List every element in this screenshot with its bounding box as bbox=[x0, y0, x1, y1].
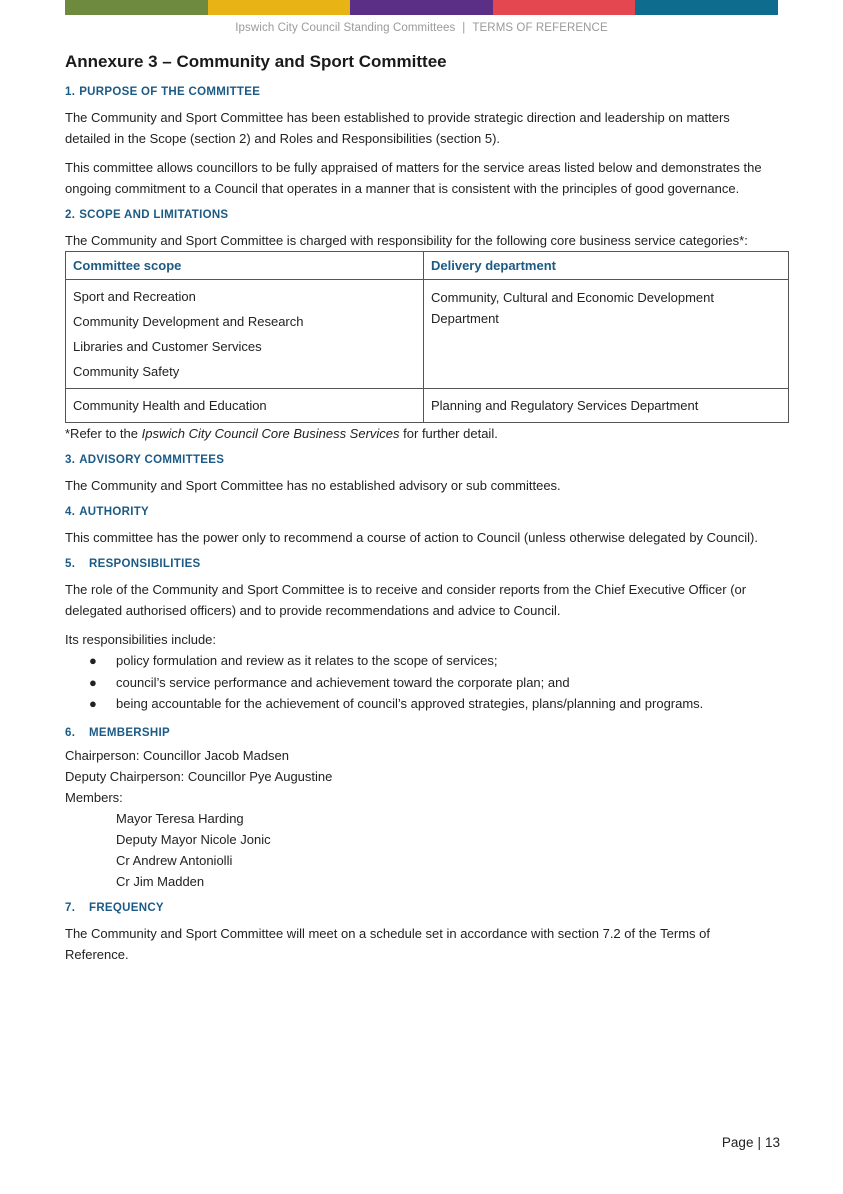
scope-item: Community Health and Education bbox=[73, 398, 267, 413]
list-item-text: council’s service performance and achievement toward the corporate plan; and bbox=[116, 674, 570, 690]
section-heading-text: MEMBERSHIP bbox=[89, 726, 170, 739]
list-item-text: being accountable for the achievement of council’s approved strategies, plans/planning and programs. bbox=[116, 696, 704, 711]
deputy-chairperson: Deputy Chairperson: Councillor Pye Augustine bbox=[65, 768, 333, 784]
section-number: 3. bbox=[65, 454, 76, 466]
scope-table bbox=[65, 251, 789, 423]
responsibilities-list bbox=[65, 650, 773, 715]
member-name: Deputy Mayor Nicole Jonic bbox=[116, 831, 271, 847]
running-header-right: TERMS OF REFERENCE bbox=[472, 22, 608, 34]
running-header-separator: | bbox=[462, 22, 466, 34]
footer-separator: | bbox=[757, 1135, 761, 1150]
scope-footnote bbox=[65, 424, 773, 444]
page-label: Page bbox=[721, 1135, 754, 1150]
bullet-icon: ● bbox=[89, 674, 97, 690]
color-band-red bbox=[493, 0, 636, 15]
table-header-committee-scope: Committee scope bbox=[66, 252, 424, 280]
table-cell-department: Community, Cultural and Economic Development Department bbox=[424, 280, 789, 389]
section-heading-membership bbox=[65, 727, 773, 739]
section-heading-responsibilities bbox=[65, 558, 773, 570]
scope-item: Community Development and Research bbox=[73, 314, 304, 329]
footnote-prefix: *Refer to the bbox=[65, 426, 142, 441]
authority-paragraph: This committee has the power only to recommend a course of action to Council (unless otherwise delegated by Council). bbox=[65, 530, 758, 545]
department-item: Planning and Regulatory Services Department bbox=[431, 398, 699, 413]
table-cell-scope bbox=[66, 389, 424, 423]
running-header-left: Ipswich City Council Standing Committees bbox=[235, 22, 456, 34]
member-name: Cr Andrew Antoniolli bbox=[116, 852, 233, 868]
page-title: Annexure 3 – Community and Sport Committee bbox=[65, 52, 447, 71]
table-row bbox=[66, 389, 789, 423]
member-name: Mayor Teresa Harding bbox=[116, 810, 244, 826]
section-number: 1. bbox=[65, 86, 76, 98]
table-cell-department bbox=[424, 389, 789, 423]
members-label: Members: bbox=[65, 789, 123, 805]
responsibilities-intro: Its responsibilities include: bbox=[65, 632, 217, 647]
list-item bbox=[65, 650, 773, 672]
color-band-green bbox=[65, 0, 208, 15]
section-heading-frequency bbox=[65, 902, 773, 914]
section-heading-scope bbox=[65, 209, 773, 221]
section-heading-text: RESPONSIBILITIES bbox=[89, 558, 201, 570]
scope-item: Community Safety bbox=[73, 364, 180, 379]
section-heading-authority bbox=[65, 506, 773, 518]
scope-item: Libraries and Customer Services bbox=[73, 339, 262, 354]
page-footer bbox=[722, 1135, 780, 1150]
section-heading-text: SCOPE AND LIMITATIONS bbox=[79, 209, 229, 221]
document-body bbox=[65, 52, 773, 973]
footnote-document-title: Ipswich City Council Core Business Services bbox=[141, 426, 400, 441]
bullet-icon: ● bbox=[89, 653, 97, 668]
page-number: 13 bbox=[764, 1135, 780, 1150]
member-name: Cr Jim Madden bbox=[116, 873, 205, 889]
scope-item: Sport and Recreation bbox=[73, 289, 196, 304]
section-heading-advisory bbox=[65, 454, 773, 466]
running-header bbox=[0, 22, 843, 34]
section-heading-text: PURPOSE OF THE COMMITTEE bbox=[79, 86, 261, 98]
color-band-teal bbox=[635, 0, 778, 15]
section-number: 7. bbox=[65, 901, 76, 914]
table-cell-scopes bbox=[66, 280, 424, 389]
frequency-paragraph: The Community and Sport Committee will meet on a schedule set in accordance with section 7.2 of the Terms of Reference. bbox=[65, 925, 711, 962]
header-color-bar bbox=[65, 0, 778, 15]
list-item bbox=[65, 693, 773, 715]
section-heading-text: ADVISORY COMMITTEES bbox=[79, 454, 225, 466]
responsibilities-paragraph: The role of the Community and Sport Committee is to receive and consider reports from the Chief Executive Officer (or delegated authorised officers) and to provide recommendations and advice to Council. bbox=[65, 582, 747, 618]
section-number: 6. bbox=[65, 726, 76, 739]
scope-intro: The Community and Sport Committee is charged with responsibility for the following core business service categories*: bbox=[65, 233, 748, 248]
bullet-icon: ● bbox=[89, 696, 97, 711]
purpose-paragraph-1: The Community and Sport Committee has been established to provide strategic direction and leadership on matters detailed in the Scope (section 2) and Roles and Responsibilities (section 5). bbox=[65, 110, 730, 146]
section-number: 2. bbox=[65, 209, 76, 221]
list-item bbox=[65, 672, 773, 694]
color-band-purple bbox=[350, 0, 493, 15]
purpose-paragraph-2: This committee allows councillors to be fully appraised of matters for the service areas listed below and demonstrates the ongoing commitment to a Council that operates in a manner that is consistent with the principles of good governance. bbox=[65, 160, 762, 196]
color-band-yellow bbox=[208, 0, 351, 15]
table-header-delivery-department: Delivery department bbox=[424, 252, 789, 280]
advisory-paragraph: The Community and Sport Committee has no established advisory or sub committees. bbox=[65, 478, 561, 493]
section-heading-text: FREQUENCY bbox=[89, 901, 164, 914]
table-row bbox=[66, 280, 789, 389]
footnote-suffix: for further detail. bbox=[399, 426, 498, 441]
table-header-row bbox=[66, 252, 789, 280]
chairperson: Chairperson: Councillor Jacob Madsen bbox=[65, 747, 290, 763]
section-number: 4. bbox=[65, 506, 76, 518]
section-heading-purpose bbox=[65, 86, 773, 98]
section-heading-text: AUTHORITY bbox=[79, 506, 149, 518]
section-number: 5. bbox=[65, 558, 76, 570]
list-item-text: policy formulation and review as it relates to the scope of services; bbox=[116, 653, 498, 668]
